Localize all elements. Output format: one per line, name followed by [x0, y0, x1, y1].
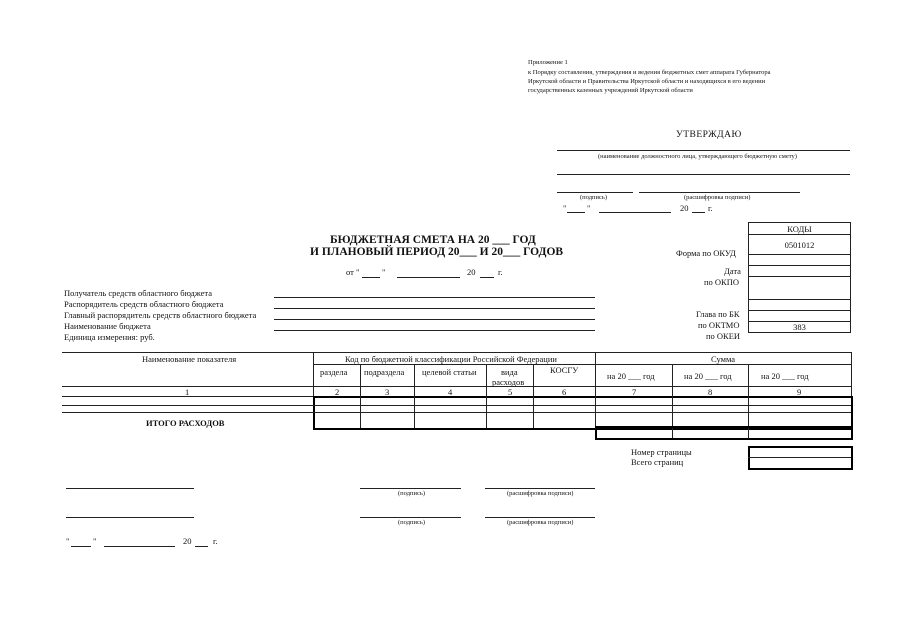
vl-7 — [672, 364, 673, 396]
table-body-box — [313, 396, 853, 430]
official-line-2 — [557, 174, 850, 175]
bottom-signature-line-1 — [360, 488, 461, 489]
date-label: Дата — [724, 266, 741, 276]
bottom-year-line — [195, 546, 208, 547]
col-num-2: 2 — [335, 387, 340, 397]
title-date-prefix: от " — [346, 267, 360, 277]
total-pages-label: Всего страниц — [631, 457, 684, 467]
glava-cell — [749, 300, 851, 311]
vl-6 — [595, 352, 596, 396]
body-row-line-1 — [62, 405, 851, 406]
title-line-2: И ПЛАНОВЫЙ ПЕРИОД 20___ И 20___ ГОДОВ — [310, 246, 564, 258]
col-target-header: целевой статьи — [422, 367, 477, 377]
okud-value: 0501012 — [749, 235, 851, 255]
recipient-line — [274, 297, 595, 298]
approve-title: УТВЕРЖДАЮ — [676, 130, 742, 140]
bottom-decode-line-2 — [485, 517, 595, 518]
vl-2 — [360, 364, 361, 396]
col-num-4: 4 — [448, 387, 453, 397]
title-line-1: БЮДЖЕТНАЯ СМЕТА НА 20 ___ ГОД — [330, 234, 536, 246]
title-date-mid: " — [382, 267, 386, 277]
title-month-line — [397, 277, 460, 278]
approve-date-quote-open: " — [563, 203, 567, 213]
label-manager: Распорядитель средств областного бюджета — [64, 299, 224, 309]
label-chief-manager: Главный распорядитель средств областного бюджета — [64, 310, 257, 320]
oktmo-cell — [749, 311, 851, 322]
col-year3-header: на 20 ___ год — [761, 371, 809, 381]
pages-box — [748, 446, 853, 470]
title-date-year: 20 — [467, 267, 476, 277]
bottom-decode-caption-2: (расшифровка подписи) — [507, 519, 574, 526]
bottom-signature-caption-1: (подпись) — [398, 490, 425, 497]
blank-cell — [749, 277, 851, 300]
bottom-signature-caption-2: (подпись) — [398, 519, 425, 526]
date-cell — [749, 255, 851, 266]
official-line — [557, 150, 850, 151]
glava-label: Глава по БК — [696, 309, 740, 319]
title-date-suffix: г. — [498, 267, 503, 277]
annex-line-4: государственных казенных учреждений Иркутской области — [528, 87, 693, 94]
approve-signature-line — [557, 192, 633, 193]
bottom-decode-line-1 — [485, 488, 595, 489]
vl-9 — [851, 352, 852, 396]
label-recipient: Получатель средств областного бюджета — [64, 288, 212, 298]
approve-date-year: 20 — [680, 203, 689, 213]
bottom-position-line-1 — [66, 488, 194, 489]
vl-1 — [313, 352, 314, 396]
approve-month-line — [599, 212, 671, 213]
bottom-date-quote-open: " — [66, 536, 70, 546]
annex-line-1: Приложение 1 — [528, 59, 568, 66]
codes-table — [748, 222, 851, 333]
col-num-9: 9 — [797, 387, 802, 397]
table-top-line — [62, 352, 851, 353]
bv-3 — [414, 396, 415, 428]
codes-header: КОДЫ — [749, 223, 851, 235]
bottom-date-suffix: г. — [213, 536, 218, 546]
bottom-position-line-2 — [66, 517, 194, 518]
col-vid-header-2: расходов — [492, 377, 525, 387]
label-unit: Единица измерения: руб. — [64, 332, 155, 342]
approve-year-line — [692, 212, 705, 213]
col-num-6: 6 — [562, 387, 567, 397]
bottom-day-line — [71, 546, 91, 547]
col-num-1: 1 — [185, 387, 190, 397]
chief-manager-line — [274, 319, 595, 320]
title-day-line — [362, 277, 380, 278]
official-caption: (наименование должностного лица, утверждающего бюджетную смету) — [598, 153, 797, 160]
col-num-8: 8 — [708, 387, 713, 397]
col-name-header: Наименование показателя — [142, 354, 237, 364]
col-num-3: 3 — [385, 387, 390, 397]
col-podrazdel-header: подраздела — [364, 367, 405, 377]
col-kosgu-header: КОСГУ — [550, 365, 579, 375]
sum-group-header: Сумма — [711, 354, 736, 364]
bottom-date-quote-close: " — [93, 536, 97, 546]
sum-group-line — [595, 364, 851, 365]
approve-day-line — [567, 212, 585, 213]
vl-4 — [486, 364, 487, 396]
vl-5 — [533, 364, 534, 396]
bv-2 — [360, 396, 361, 428]
bottom-month-line — [104, 546, 175, 547]
approve-date-quote-close: " — [587, 203, 591, 213]
approve-decode-caption: (расшифровка подписи) — [684, 194, 751, 201]
approve-decode-line — [639, 192, 800, 193]
okei-value: 383 — [749, 322, 851, 333]
total-sum-box — [595, 426, 853, 440]
vl-8 — [748, 364, 749, 396]
code-group-header: Код по бюджетной классификации Российской Федерации — [345, 354, 557, 364]
bottom-signature-line-2 — [360, 517, 461, 518]
bottom-decode-caption-1: (расшифровка подписи) — [507, 490, 574, 497]
label-budget-name: Наименование бюджета — [64, 321, 151, 331]
col-year1-header: на 20 ___ год — [607, 371, 655, 381]
okpo-cell — [749, 266, 851, 277]
page-number-label: Номер страницы — [631, 447, 692, 457]
vl-3 — [414, 364, 415, 396]
header-bottom-line — [62, 386, 851, 387]
approve-signature-caption: (подпись) — [580, 194, 607, 201]
col-num-5: 5 — [508, 387, 513, 397]
oktmo-label: по ОКТМО — [698, 320, 740, 330]
total-label: ИТОГО РАСХОДОВ — [146, 418, 225, 428]
body-row-line-2 — [62, 412, 851, 413]
approve-date-suffix: г. — [708, 203, 713, 213]
col-year2-header: на 20 ___ год — [684, 371, 732, 381]
okei-label: по ОКЕИ — [706, 331, 741, 341]
col-num-7: 7 — [632, 387, 637, 397]
okud-label: Форма по ОКУД — [676, 248, 736, 258]
annex-line-2: к Порядку составления, утверждения и ведения бюджетных смет аппарата Губернатора — [528, 69, 771, 76]
bv-5 — [533, 396, 534, 428]
col-vid-header-1: вида — [501, 367, 518, 377]
pages-divider — [748, 457, 851, 458]
bottom-date-year: 20 — [183, 536, 192, 546]
bv-4 — [486, 396, 487, 428]
annex-line-3: Иркутской области и Правительства Иркутской области и находящихся в его ведении — [528, 78, 766, 85]
manager-line — [274, 308, 595, 309]
col-razdel-header: раздела — [320, 367, 348, 377]
budget-name-line — [274, 330, 595, 331]
okpo-label: по ОКПО — [704, 277, 740, 287]
title-year-line — [480, 277, 494, 278]
